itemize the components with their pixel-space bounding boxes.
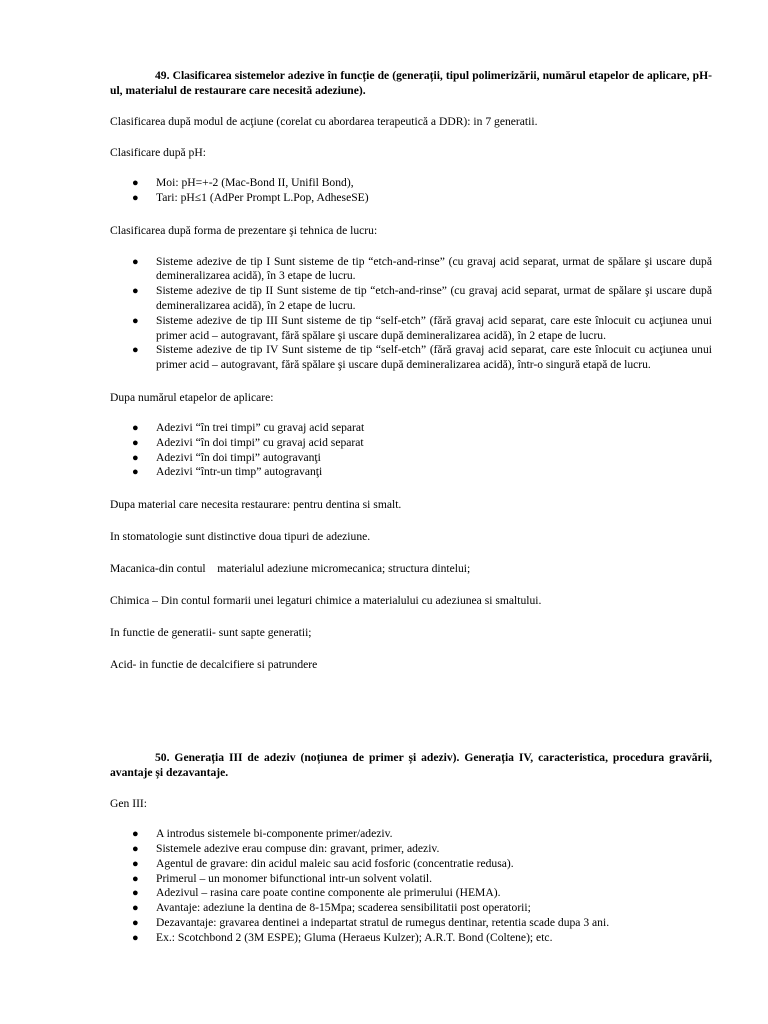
- paragraph-gen: Gen III:: [110, 797, 148, 811]
- paragraph-generatii: In functie de generatii- sunt sapte generatii;: [110, 626, 312, 640]
- list-item: ● Adezivi “în trei timpi” cu gravaj acid separat: [132, 420, 365, 434]
- bullet-icon: ●: [132, 436, 139, 449]
- list-item: ● Sistemele adezive erau compuse din: gravant, primer, adeziv.: [132, 841, 440, 855]
- list-item: ● Sisteme adezive de tip I Sunt sisteme de tip “etch-and-rinse” (cu gravaj acid separat, urmat de spălare şi uscare după demineralizarea acidă), în 3 etape de lucru.: [132, 254, 712, 283]
- list-item: ● Tari: pH≤1 (AdPer Prompt L.Pop, AdheseSE): [132, 190, 369, 204]
- section-50-heading: 50. Generația III de adeziv (noțiunea de primer și adeziv). Generația IV, caracteristica, procedura gravării, avantaje și dezavantaje.: [110, 751, 712, 780]
- bullet-icon: ●: [132, 872, 139, 885]
- bullet-icon: ●: [132, 314, 139, 327]
- paragraph-chimica: Chimica – Din contul formarii unei legaturi chimice a materialului cu adeziunea si smaltului.: [110, 594, 542, 608]
- list-item: ● Sisteme adezive de tip IV Sunt sisteme de tip “self-etch” (fără gravaj acid separat, care este înlocuit cu acţiunea unui primer acid – autogravant, fără spălare şi uscare după demineralizarea acidă), într-o singură etapă de lucru.: [132, 343, 712, 372]
- document-body: [110, 68, 712, 946]
- etape-list: [110, 421, 712, 480]
- paragraph-ph: Clasificare după pH:: [110, 146, 206, 159]
- bullet-icon: ●: [132, 857, 139, 870]
- bullet-icon: ●: [132, 842, 139, 855]
- bullet-icon: ●: [132, 285, 139, 298]
- bullet-icon: ●: [132, 466, 139, 479]
- bullet-icon: ●: [132, 177, 139, 189]
- paragraph-etape: Dupa numărul etapelor de aplicare:: [110, 390, 274, 404]
- paragraph-tipuri: In stomatologie sunt distinctive doua tipuri de adeziune.: [110, 530, 371, 544]
- bullet-icon: ●: [132, 344, 139, 357]
- bullet-icon: ●: [132, 828, 139, 841]
- forma-list: [110, 255, 712, 373]
- list-item: ● Adezivi “în doi timpi” autogravanţi: [132, 450, 321, 464]
- bullet-icon: ●: [132, 191, 139, 204]
- list-item: ● Sisteme adezive de tip III Sunt sisteme de tip “self-etch” (fără gravaj acid separat, care este înlocuit cu acţiunea unui primer acid – autogravant, fără spălare şi uscare după demineralizarea acidă), în 2 etape de lucru.: [132, 313, 712, 342]
- list-item: ● A introdus sistemele bi-componente primer/adeziv.: [132, 827, 393, 841]
- paragraph-mecanica: Macanica-din contul materialul adeziune micromecanica; structura dintelui;: [110, 562, 471, 576]
- list-item: ● Adezivi “într-un timp” autogravanţi: [132, 465, 323, 479]
- list-item: ● Avantaje: adeziune la dentina de 8-15Mpa; scaderea sensibilitatii post operatorii;: [132, 901, 531, 915]
- bullet-icon: ●: [132, 902, 139, 915]
- list-item: ● Sisteme adezive de tip II Sunt sisteme de tip “etch-and-rinse” (cu gravaj acid separat, urmat de spălare şi uscare după demineralizarea acidă), în 2 etape de lucru.: [132, 284, 712, 312]
- list-item: ● Moi: pH=+-2 (Mac-Bond II, Unifil Bond),: [132, 176, 354, 189]
- list-item: ● Agentul de gravare: din acidul maleic sau acid fosforic (concentratie redusa).: [132, 856, 514, 870]
- bullet-icon: ●: [132, 451, 139, 464]
- ph-list: [110, 176, 712, 206]
- list-item: ● Adezivi “în doi timpi” cu gravaj acid separat: [132, 435, 364, 449]
- paragraph-actiune: Clasificarea după modul de acţiune (corelat cu abordarea terapeutică a DDR): in 7 generatii.: [110, 115, 538, 128]
- list-item: ● Adezivul – rasina care poate contine componente ale primerului (HEMA).: [132, 886, 501, 900]
- gen-list: [110, 827, 712, 945]
- list-item: ● Primerul – un monomer bifunctional intr-un solvent volatil.: [132, 871, 433, 885]
- bullet-icon: ●: [132, 916, 139, 929]
- list-item: ● Ex.: Scotchbond 2 (3M ESPE); Gluma (Heraeus Kulzer); A.R.T. Bond (Coltene); etc.: [132, 930, 553, 944]
- paragraph-material: Dupa material care necesita restaurare: pentru dentina si smalt.: [110, 498, 402, 512]
- list-item: ● Dezavantaje: gravarea dentinei a indepartat stratul de rumegus dentinar, retentia scade dupa 3 ani.: [132, 915, 610, 929]
- bullet-icon: ●: [132, 421, 139, 434]
- bullet-icon: ●: [132, 255, 139, 268]
- bullet-icon: ●: [132, 887, 139, 900]
- section-49-heading: 49. Clasificarea sistemelor adezive în funcție de (generații, tipul polimerizării, numărul etapelor de aplicare, pH-ul, materialul de restaurare care necesită adeziune).: [110, 69, 712, 97]
- paragraph-forma: Clasificarea după forma de prezentare şi tehnica de lucru:: [110, 223, 378, 237]
- paragraph-acid: Acid- in functie de decalcifiere si patrundere: [110, 658, 318, 672]
- bullet-icon: ●: [132, 931, 139, 944]
